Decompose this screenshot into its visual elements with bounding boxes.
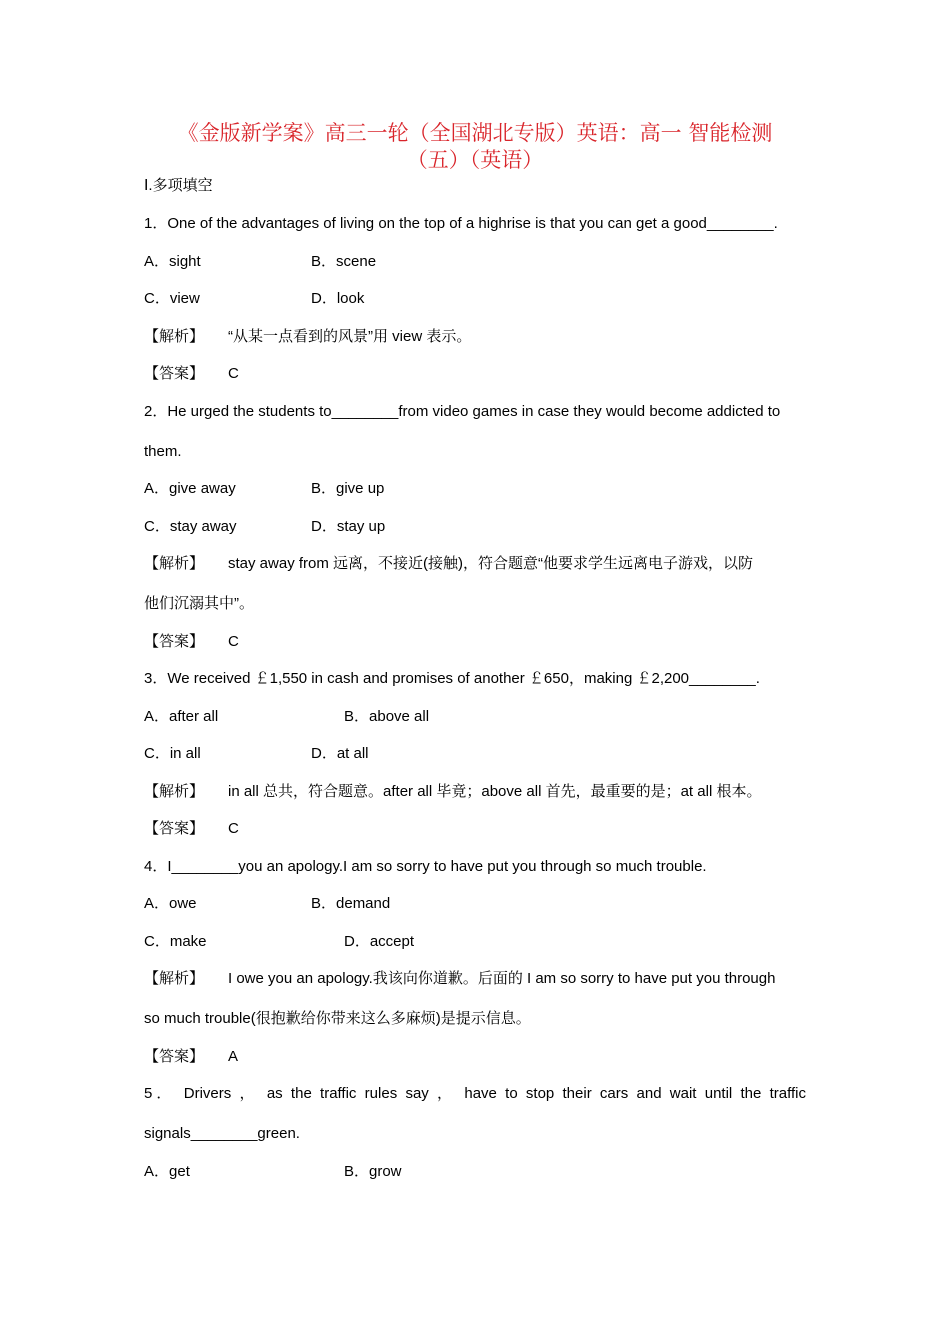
question-4-options-cd — [144, 930, 806, 968]
answer-label: 【答案】 — [144, 632, 205, 650]
question-4-option-c: C．make — [144, 932, 207, 950]
analysis-label: 【解析】 — [144, 327, 205, 345]
answer-value: C — [228, 820, 239, 837]
question-4-options-ab — [144, 892, 806, 930]
question-3-stem: 3．We received ￡1,550 in cash and promises of another ￡650，making ￡2,200________. — [144, 670, 760, 687]
question-3-option-b: B．above all — [344, 707, 430, 725]
title-line-1: 《金版新学案》高三一轮（全国湖北专版）英语：高一 智能检测 — [177, 121, 773, 145]
question-5-option-a: A．get — [144, 1162, 190, 1180]
answer-value: A — [228, 1047, 239, 1065]
section-heading: Ⅰ.多项填空 — [144, 177, 213, 194]
question-1-options-ab — [144, 250, 806, 288]
question-1-option-d: D．look — [311, 290, 365, 307]
question-3-analysis — [144, 780, 806, 818]
question-3-answer — [144, 817, 806, 855]
question-3-option-c: C．in all — [144, 745, 201, 762]
answer-label: 【答案】 — [144, 365, 205, 382]
question-1-option-b: B．scene — [311, 252, 377, 270]
answer-value: C — [228, 632, 239, 650]
question-5-stem-line-1: 5． Drivers ， as the traffic rules say ， have to stop their cars and wait until the traffic — [144, 1085, 806, 1102]
question-2-answer — [144, 630, 806, 668]
title-line-2: （五）（英语） — [406, 148, 544, 172]
question-4-option-a: A．owe — [144, 895, 197, 912]
question-3-option-a: A．after all — [144, 707, 219, 725]
question-4-stem: 4．I________you an apology.I am so sorry to have put you through so much trouble. — [144, 857, 707, 875]
analysis-text: “从某一点看到的风景”用 view 表示。 — [228, 327, 472, 345]
question-4-option-d: D．accept — [344, 932, 415, 950]
question-5-options-ab — [144, 1160, 806, 1198]
question-2-stem-line-2: them. — [144, 442, 182, 460]
answer-value: C — [228, 365, 239, 382]
question-2-analysis — [144, 552, 806, 592]
question-1-stem: 1．One of the advantages of living on the top of a highrise is that you can get a good________. — [144, 215, 778, 232]
question-2-analysis-line-2: 他们沉溺其中”。 — [144, 595, 254, 612]
question-2-option-b: B．give up — [311, 480, 385, 497]
question-2-options-cd — [144, 515, 806, 553]
question-3-options-ab — [144, 705, 806, 743]
question-2-stem-line-1: 2．He urged the students to________from video games in case they would become addicted to — [144, 402, 781, 420]
answer-label: 【答案】 — [144, 820, 205, 837]
question-1-analysis — [144, 325, 806, 363]
question-5-option-b: B．grow — [344, 1162, 402, 1180]
question-1-answer — [144, 362, 806, 400]
question-5-stem-line-2: signals________green. — [144, 1125, 300, 1142]
question-2-option-c: C．stay away — [144, 517, 237, 535]
question-1-option-c: C．view — [144, 290, 200, 307]
question-4-option-b: B．demand — [311, 895, 391, 912]
question-2-options-ab — [144, 477, 806, 515]
analysis-text: I owe you an apology.我该向你道歉。后面的 I am so sorry to have put you through — [228, 970, 776, 987]
question-4-analysis-line-2: so much trouble(很抱歉给你带来这么多麻烦)是提示信息。 — [144, 1010, 531, 1027]
question-4-analysis — [144, 967, 806, 1007]
analysis-label: 【解析】 — [144, 970, 205, 987]
question-2-option-a: A．give away — [144, 480, 236, 497]
question-3-options-cd — [144, 742, 806, 780]
question-1-options-cd — [144, 287, 806, 325]
question-4-answer — [144, 1045, 806, 1083]
answer-label: 【答案】 — [144, 1047, 205, 1065]
analysis-text: stay away from 远离，不接近(接触)，符合题意“他要求学生远离电子游戏，以防 — [228, 555, 754, 572]
question-2-option-d: D．stay up — [311, 517, 386, 535]
analysis-label: 【解析】 — [144, 782, 205, 800]
document-title — [140, 120, 810, 174]
analysis-label: 【解析】 — [144, 555, 205, 572]
document-body — [144, 174, 806, 1197]
analysis-text: in all 总共，符合题意。after all 毕竟；above all 首先，最重要的是；at all 根本。 — [228, 782, 762, 800]
question-1-option-a: A．sight — [144, 252, 201, 270]
question-3-option-d: D．at all — [311, 745, 369, 762]
